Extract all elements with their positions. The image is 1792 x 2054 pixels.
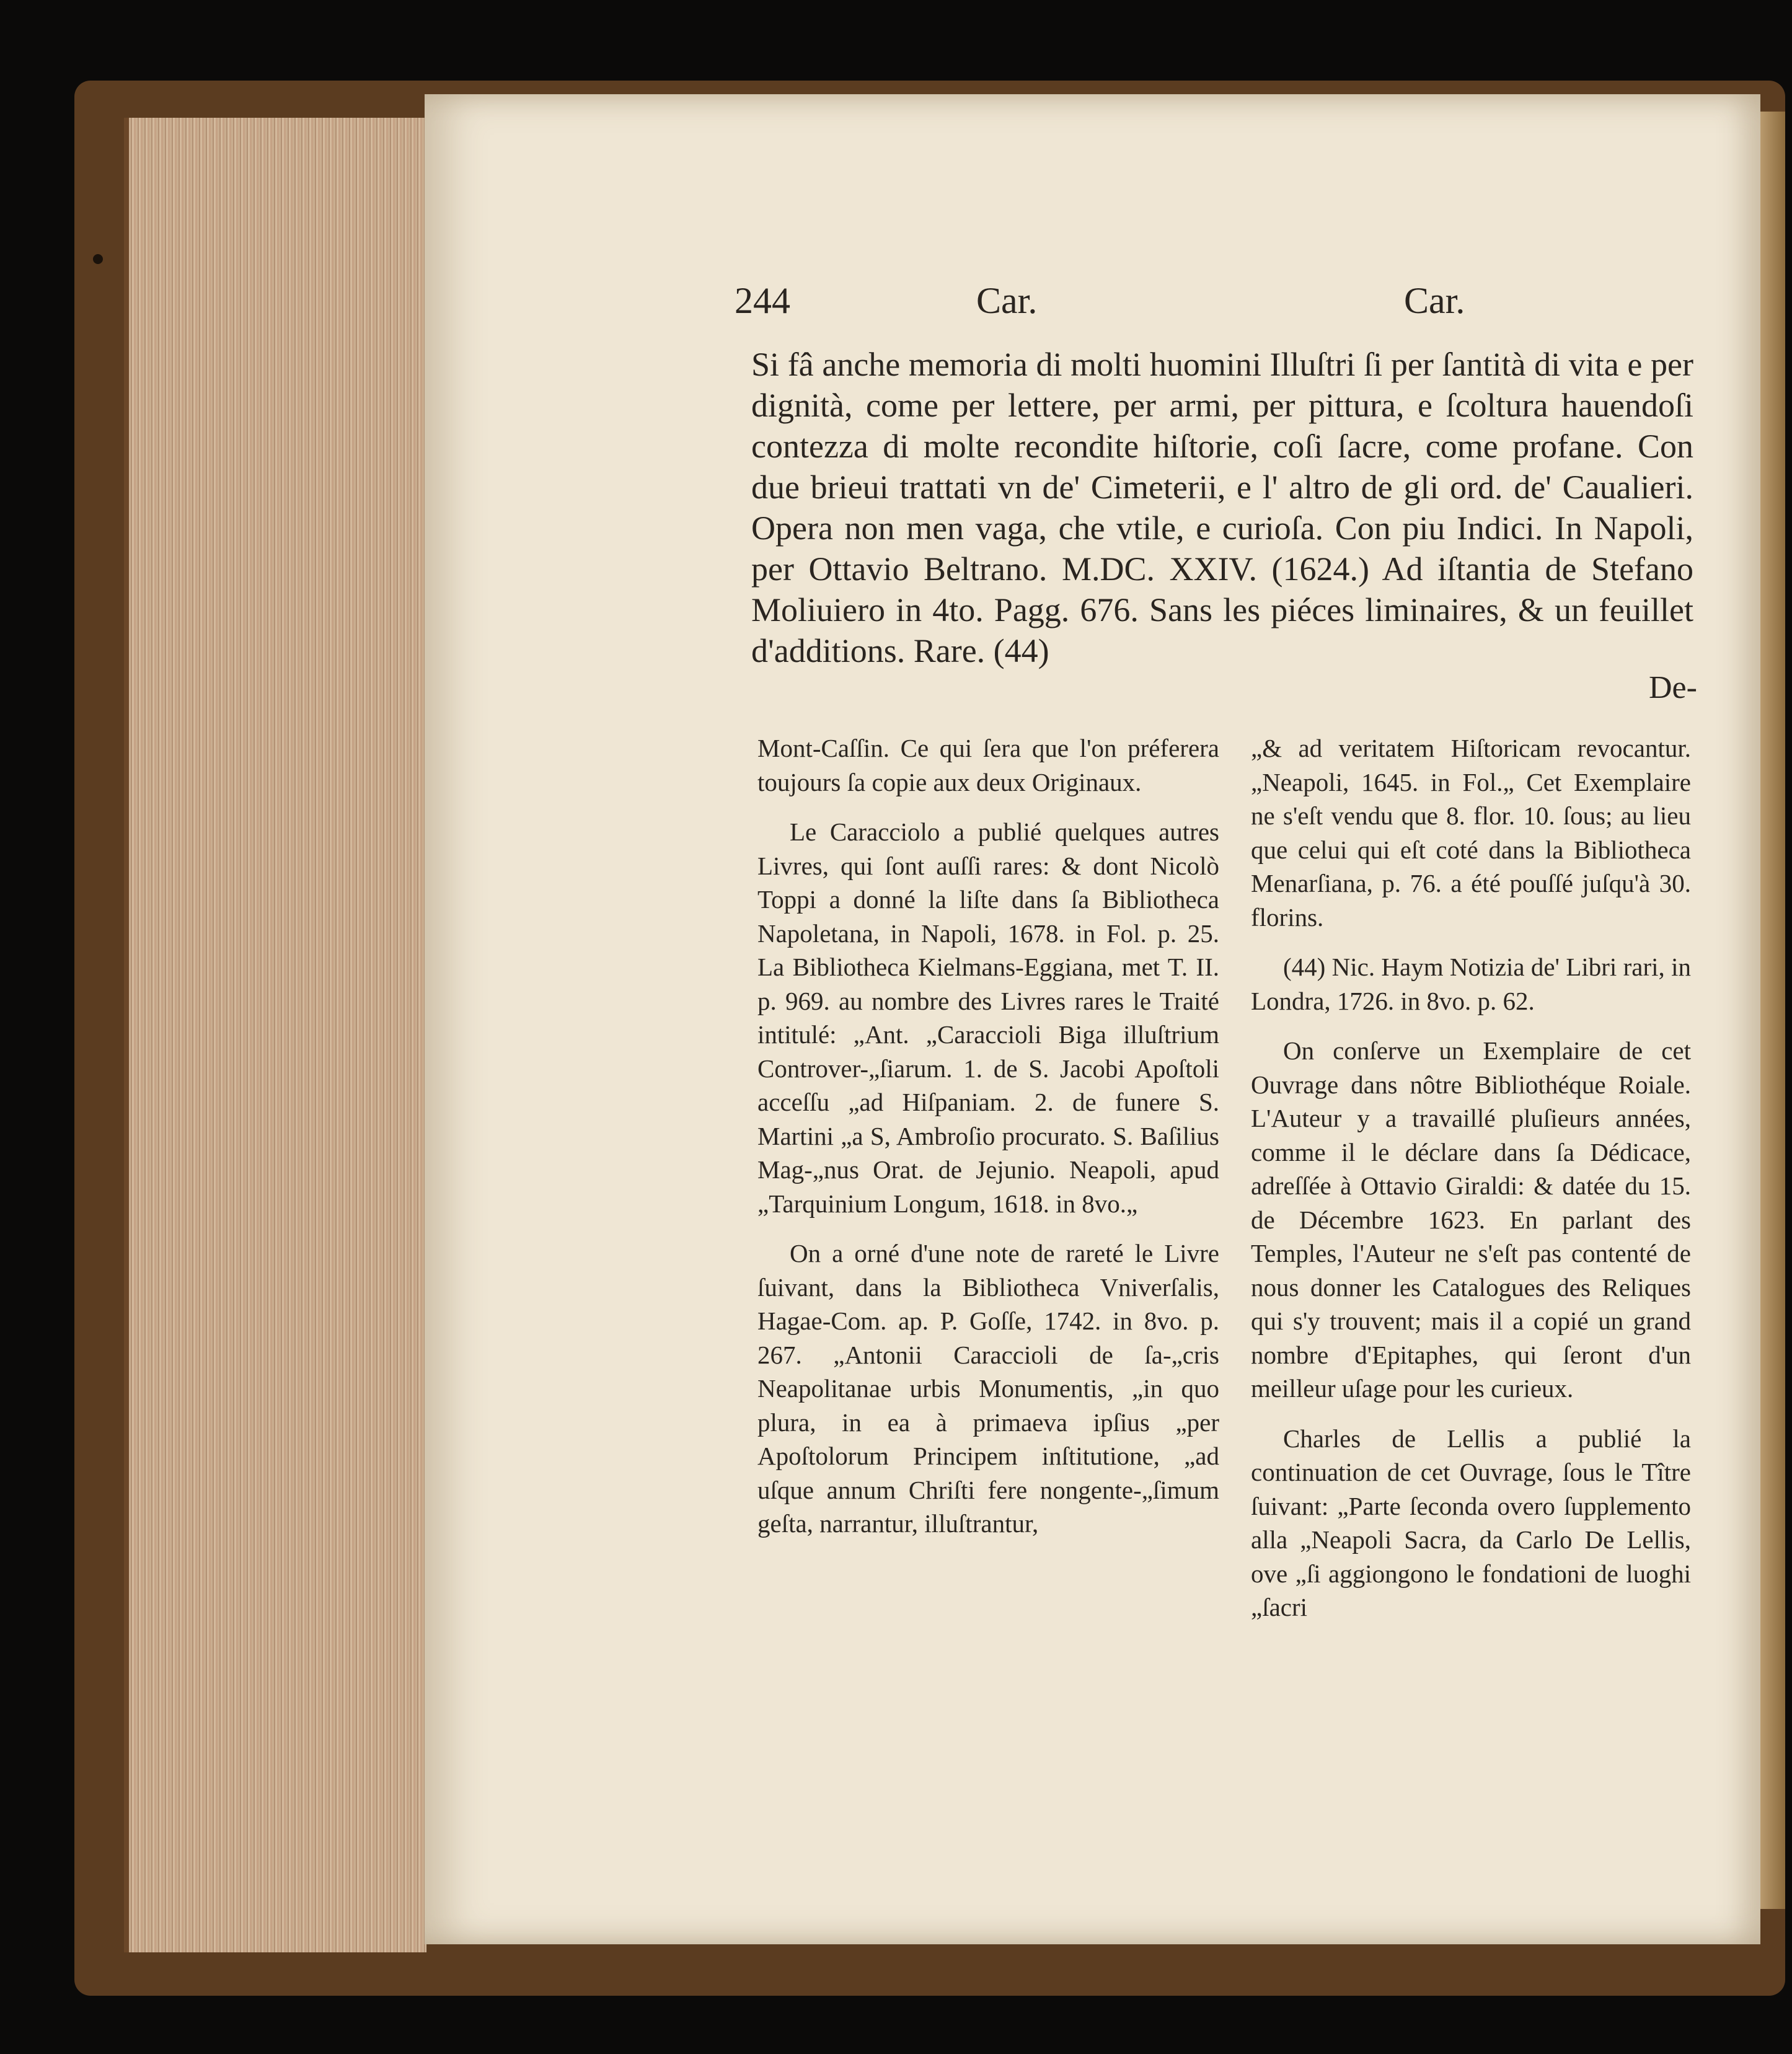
page-number: 244 xyxy=(735,280,790,321)
binding-spot xyxy=(93,254,103,264)
left-paragraph-3: On a orné d'une note de rareté le Livre ſuivant, dans la Bibliotheca Vniverſalis, Hagae-Com. ap. P. Goſſe, 1742. in 8vo. p. 267. „Antonii Caraccioli de ſa-„cris Neapolitanae urbis Monumentis, „in quo plura, in ea à primaeva ipſius „per Apoſtolorum Principem inſtitutione, „ad uſque annum Chriſti fere nongente-„ſimum geſta, narrantur, illuſtrantur, xyxy=(757,1239,1219,1538)
running-head-left: Car. xyxy=(976,280,1038,321)
right-column xyxy=(1251,731,1691,1641)
main-paragraph: Si fâ anche memoria di molti huomini Illuſtri ſi per ſantità di vita e per dignità, come per lettere, per armi, per pittura, e ſcoltura hauendoſi contezza di molte recondite hiſtorie, coſi ſacre, come profane. Con due brieui trattati vn de' Cimeterii, e l' altro de gli ord. de' Caualieri. Opera non men vaga, che vtile, e curioſa. Con piu Indici. In Napoli, per Ottavio Beltrano. M.DC. XXIV. (1624.) Ad iſtantia de Stefano Moliuiero in 4to. Pagg. 676. Sans les piéces liminaires, & un feuillet d'additions. Rare. (44) xyxy=(751,346,1693,669)
page-block-edge xyxy=(124,118,426,1952)
left-column xyxy=(757,731,1219,1557)
facing-page-edge xyxy=(1760,112,1785,1909)
right-paragraph-3: On conſerve un Exemplaire de cet Ouvrage dans nôtre Bibliothéque Roiale. L'Auteur y a travaillé pluſieurs années, comme il le déclare dans ſa Dédicace, adreſſée à Ottavio Giraldi: & datée du 15. de Décembre 1623. En parlant des Temples, l'Auteur ne s'eſt pas contenté de nous donner les Catalogues des Reliques qui s'y trouvent; mais il a copié un grand nombre d'Epitaphes, qui ſeront d'un meilleur uſage pour les curieux. xyxy=(1251,1036,1691,1403)
footnote-44: (44) Nic. Haym Notizia de' Libri rari, in Londra, 1726. in 8vo. p. 62. xyxy=(1251,953,1691,1015)
right-paragraph-1: „& ad veritatem Hiſtoricam revocantur. „Neapoli, 1645. in Fol.„ Cet Exemplaire ne s'eſt vendu que 8. flor. 10. ſous; au lieu que celui qui eſt coté dans la Bibliotheca Menarſiana, p. 76. a été pouſſé juſqu'à 30. florins. xyxy=(1251,734,1691,932)
right-paragraph-4: Charles de Lellis a publié la continuation de cet Ouvrage, ſous le Tître ſuivant: „Parte ſeconda overo ſupplemento alla „Neapoli Sacra, da Carlo De Lellis, ove „ſi aggiongono le fondationi de luoghi „ſacri xyxy=(1251,1424,1691,1621)
main-text-block xyxy=(751,344,1693,671)
catchword: De- xyxy=(1649,670,1697,705)
left-paragraph-1: Mont-Caſſin. Ce qui ſera que l'on préferera toujours ſa copie aux deux Originaux. xyxy=(757,734,1219,796)
left-paragraph-2: Le Caracciolo a publié quelques autres Livres, qui ſont auſſi rares: & dont Nicolò Toppi a donné la liſte dans ſa Bibliotheca Napoletana, in Napoli, 1678. in Fol. p. 25. La Bibliotheca Kielmans-Eggiana, met T. II. p. 969. au nombre des Livres rares le Traité intitulé: „Ant. „Caraccioli Biga illuſtrium Controver-„ſiarum. 1. de S. Jacobi Apoſtoli acceſſu „ad Hiſpaniam. 2. de funere S. Martini „a S, Ambroſio procurato. S. Baſilius Mag-„nus Orat. de Jejunio. Neapoli, apud „Tarquinium Longum, 1618. in 8vo.„ xyxy=(757,818,1219,1218)
running-head-right: Car. xyxy=(1404,280,1465,321)
